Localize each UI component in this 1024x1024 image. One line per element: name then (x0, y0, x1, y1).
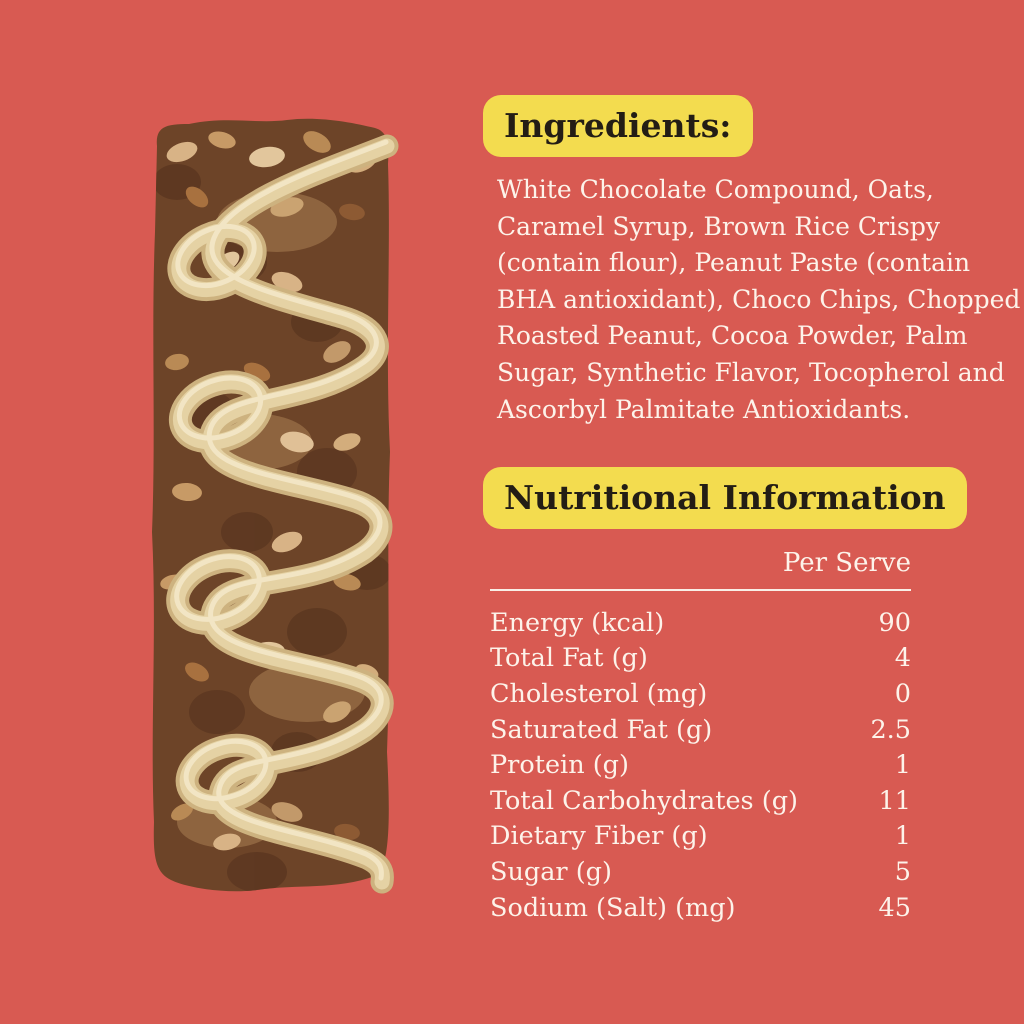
ingredients-badge (483, 95, 753, 157)
nutrition-label: Total Fat (g) (490, 643, 648, 674)
nutrition-value: 2.5 (870, 714, 911, 745)
nutrition-label: Sodium (Salt) (mg) (490, 892, 736, 923)
nutrition-row (490, 747, 911, 783)
nutrition-value: 90 (878, 607, 911, 638)
nutrition-heading: Nutritional Information (504, 478, 946, 517)
nutrition-row (490, 890, 911, 926)
ingredient-line: Sugar, Synthetic Flavor, Tocopherol and (497, 357, 1005, 387)
ingredient-line: White Chocolate Compound, Oats, (497, 175, 934, 204)
nutrition-value: 5 (894, 856, 911, 887)
nutrition-value: 45 (878, 892, 911, 923)
nutrition-label: Saturated Fat (g) (490, 714, 713, 745)
nutrition-row (490, 819, 911, 855)
nutrition-row (490, 854, 911, 890)
ingredient-line: Ascorbyl Palmitate Antioxidants. (497, 394, 911, 424)
nutrition-value: 0 (894, 678, 911, 709)
nutrition-row (490, 783, 911, 819)
ingredient-line: Roasted Peanut, Cocoa Powder, Palm (497, 321, 968, 351)
nutrition-label: Energy (kcal) (490, 607, 665, 638)
nutrition-value: 4 (894, 643, 911, 674)
nutrition-row (490, 605, 911, 641)
ingredient-line: (contain flour), Peanut Paste (contain (497, 248, 971, 278)
nutrition-value: 11 (878, 785, 911, 816)
nutrition-label: Protein (g) (490, 750, 629, 781)
nutrition-divider (490, 589, 911, 591)
ingredients-text (497, 172, 1020, 428)
nutrition-badge (483, 467, 967, 529)
nutrition-table (490, 605, 911, 925)
nutrition-label: Total Carbohydrates (g) (490, 785, 798, 816)
nutrition-value: 1 (894, 821, 911, 852)
ingredient-line: BHA antioxidant), Choco Chips, Chopped (497, 284, 1021, 314)
granola-bar-image (137, 112, 403, 902)
nutrition-label: Cholesterol (mg) (490, 678, 708, 709)
ingredients-heading: Ingredients: (504, 106, 732, 145)
nutrition-value: 1 (894, 750, 911, 781)
nutrition-label: Dietary Fiber (g) (490, 821, 708, 852)
granola-bar-illustration (137, 112, 403, 902)
nutrition-row (490, 676, 911, 712)
per-serve-header: Per Serve (782, 548, 911, 578)
nutrition-label: Sugar (g) (490, 856, 612, 887)
nutrition-row (490, 641, 911, 677)
ingredient-line: Caramel Syrup, Brown Rice Crispy (497, 211, 940, 241)
nutrition-row (490, 712, 911, 748)
